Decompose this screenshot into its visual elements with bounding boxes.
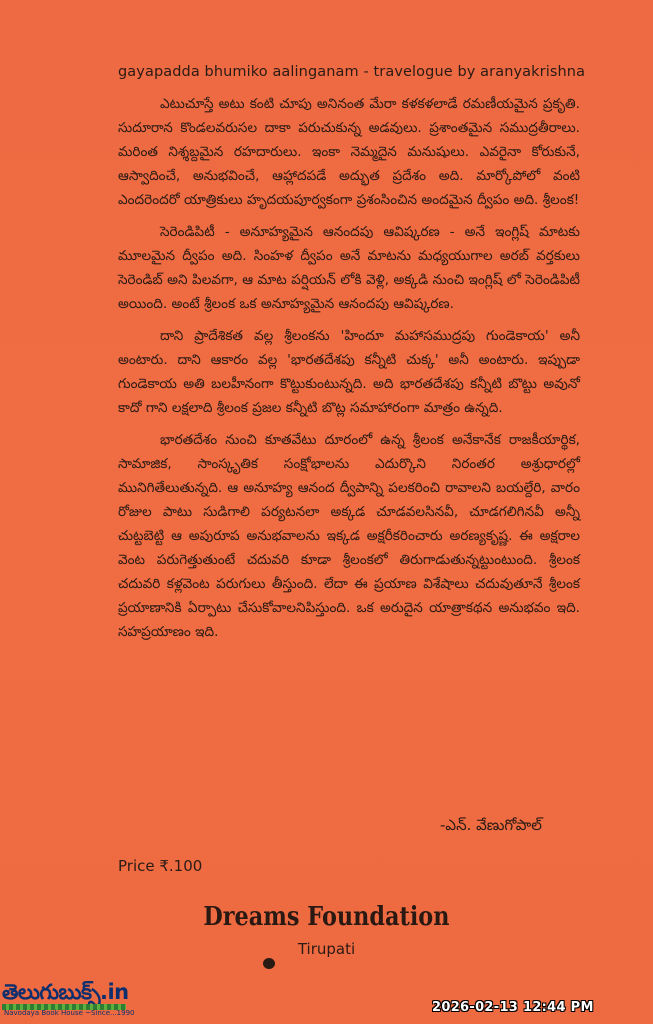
ink-blot — [263, 958, 275, 969]
blurb-paragraph-1: ఎటుచూస్తే అటు కంటి చూపు అనినంత మేరా కళకళలాడే రమణీయమైన ప్రకృతి. సుదూరాన కొండలవరుసల దాకా పరుచుకున్న అడవులు. ప్రశాంతమైన సముద్రతీరాలు. మరింత నిశ్శబ్దమైన రహదారులు. ఇంకా నెమ్మదైన మనుషులు. ఎవరైనా కోరుకునే, ఆస్వాదించే, అనుభవించే, ఆహ్లాదపడే అద్భుత ప్రదేశం అది. మార్కోపోలో వంటి ఎందరెందరో యాత్రికులు హృదయపూర్వకంగా ప్రశంసించిన అందమైన ద్వీపం అది. శ్రీలంక! — [118, 96, 580, 208]
blurb-paragraph-2: సెరెండిపిటీ - అనూహ్యమైన ఆనందపు ఆవిష్కరణ - అనే ఇంగ్లిష్ మాటకు మూలమైన ద్వీపం అది. సింహళ ద్వీపం అనే మాటను మధ్యయుగాల అరబ్ వర్తకులు సెరెండిబ్ అని పిలవగా, ఆ మాట పర్షియన్ లోకి వెళ్లి, అక్కడి నుంచి ఇంగ్లిష్ లో సెరెండిపిటీ అయింది. అంటే శ్రీలంక ఒక అనూహ్యమైన ఆనందపు ఆవిష్కరణ. — [118, 224, 580, 312]
book-title-line: gayapadda bhumiko aalinganam - travelogue by aranyakrishna — [118, 64, 586, 80]
price-label: Price ₹.100 — [118, 857, 203, 875]
blurb-paragraph-3: దాని ప్రాదేశికత వల్ల శ్రీలంకను 'హిందూ మహాసముద్రపు గుండెకాయ' అనీ అంటారు. దాని ఆకారం వల్ల 'భారతదేశపు కన్నీటి చుక్క' అనీ అంటారు. ఇప్పుడా గుండెకాయ అతి బలహీనంగా కొట్టుకుంటున్నది. అది భారతదేశపు కన్నీటి బొట్టు అవునో కాదో గాని లక్షలాది శ్రీలంక ప్రజల కన్నీటి బొట్ల సమాహారంగా మాత్రం ఉన్నది. — [118, 328, 580, 416]
logo-text: తెలుగుబుక్స్.in — [2, 980, 129, 1004]
blurb-text — [118, 92, 580, 652]
photo-timestamp: 2026-02-13 12:44 PM — [432, 1000, 594, 1015]
logo-subtext: Navodaya Book House ~Since...1990 — [4, 1009, 135, 1017]
watermark-logo — [2, 980, 135, 1020]
author-signature: -ఎన్. వేణుగోపాల్ — [440, 816, 542, 834]
blurb-paragraph-4: భారతదేశం నుంచి కూతవేటు దూరంలో ఉన్న శ్రీలంక అనేకానేక రాజకీయార్థిక, సామాజిక, సాంస్కృతిక సంక్షోభాలను ఎదుర్కొని నిరంతర అశ్రుధారల్లో మునిగితేలుతున్నది. ఆ అనూహ్య ఆనంద ద్వీపాన్ని పలకరించి రావాలని బయల్దేరి, వారం రోజుల పాటు సుడిగాలి పర్యటనలా అక్కడ చూడవలసినవీ, చూడగలిగినవీ అన్నీ చుట్టబెట్టి ఆ అపురూప అనుభవాలను ఇక్కడ అక్షరీకరించారు అరణ్యకృష్ణ. ఈ అక్షరాల వెంట పరుగెత్తుతుంటే చదువరి కూడా శ్రీలంకలో తిరుగాడుతున్నట్టుంటుంది. శ్రీలంక చదువరి కళ్లవెంట పరుగులు తీస్తుంది. లేదా ఈ ప్రయాణ విశేషాలు చదువుతూనే శ్రీలంక ప్రయాణానికి ఏర్పాటు చేసుకోవాలనిపిస్తుంది. ఒక అరుదైన యాత్రాకథన అనుభవం ఇది. సహప్రయాణం ఇది. — [118, 432, 580, 640]
publisher-name: Dreams Foundation — [203, 902, 450, 932]
publisher-city: Tirupati — [297, 940, 356, 958]
